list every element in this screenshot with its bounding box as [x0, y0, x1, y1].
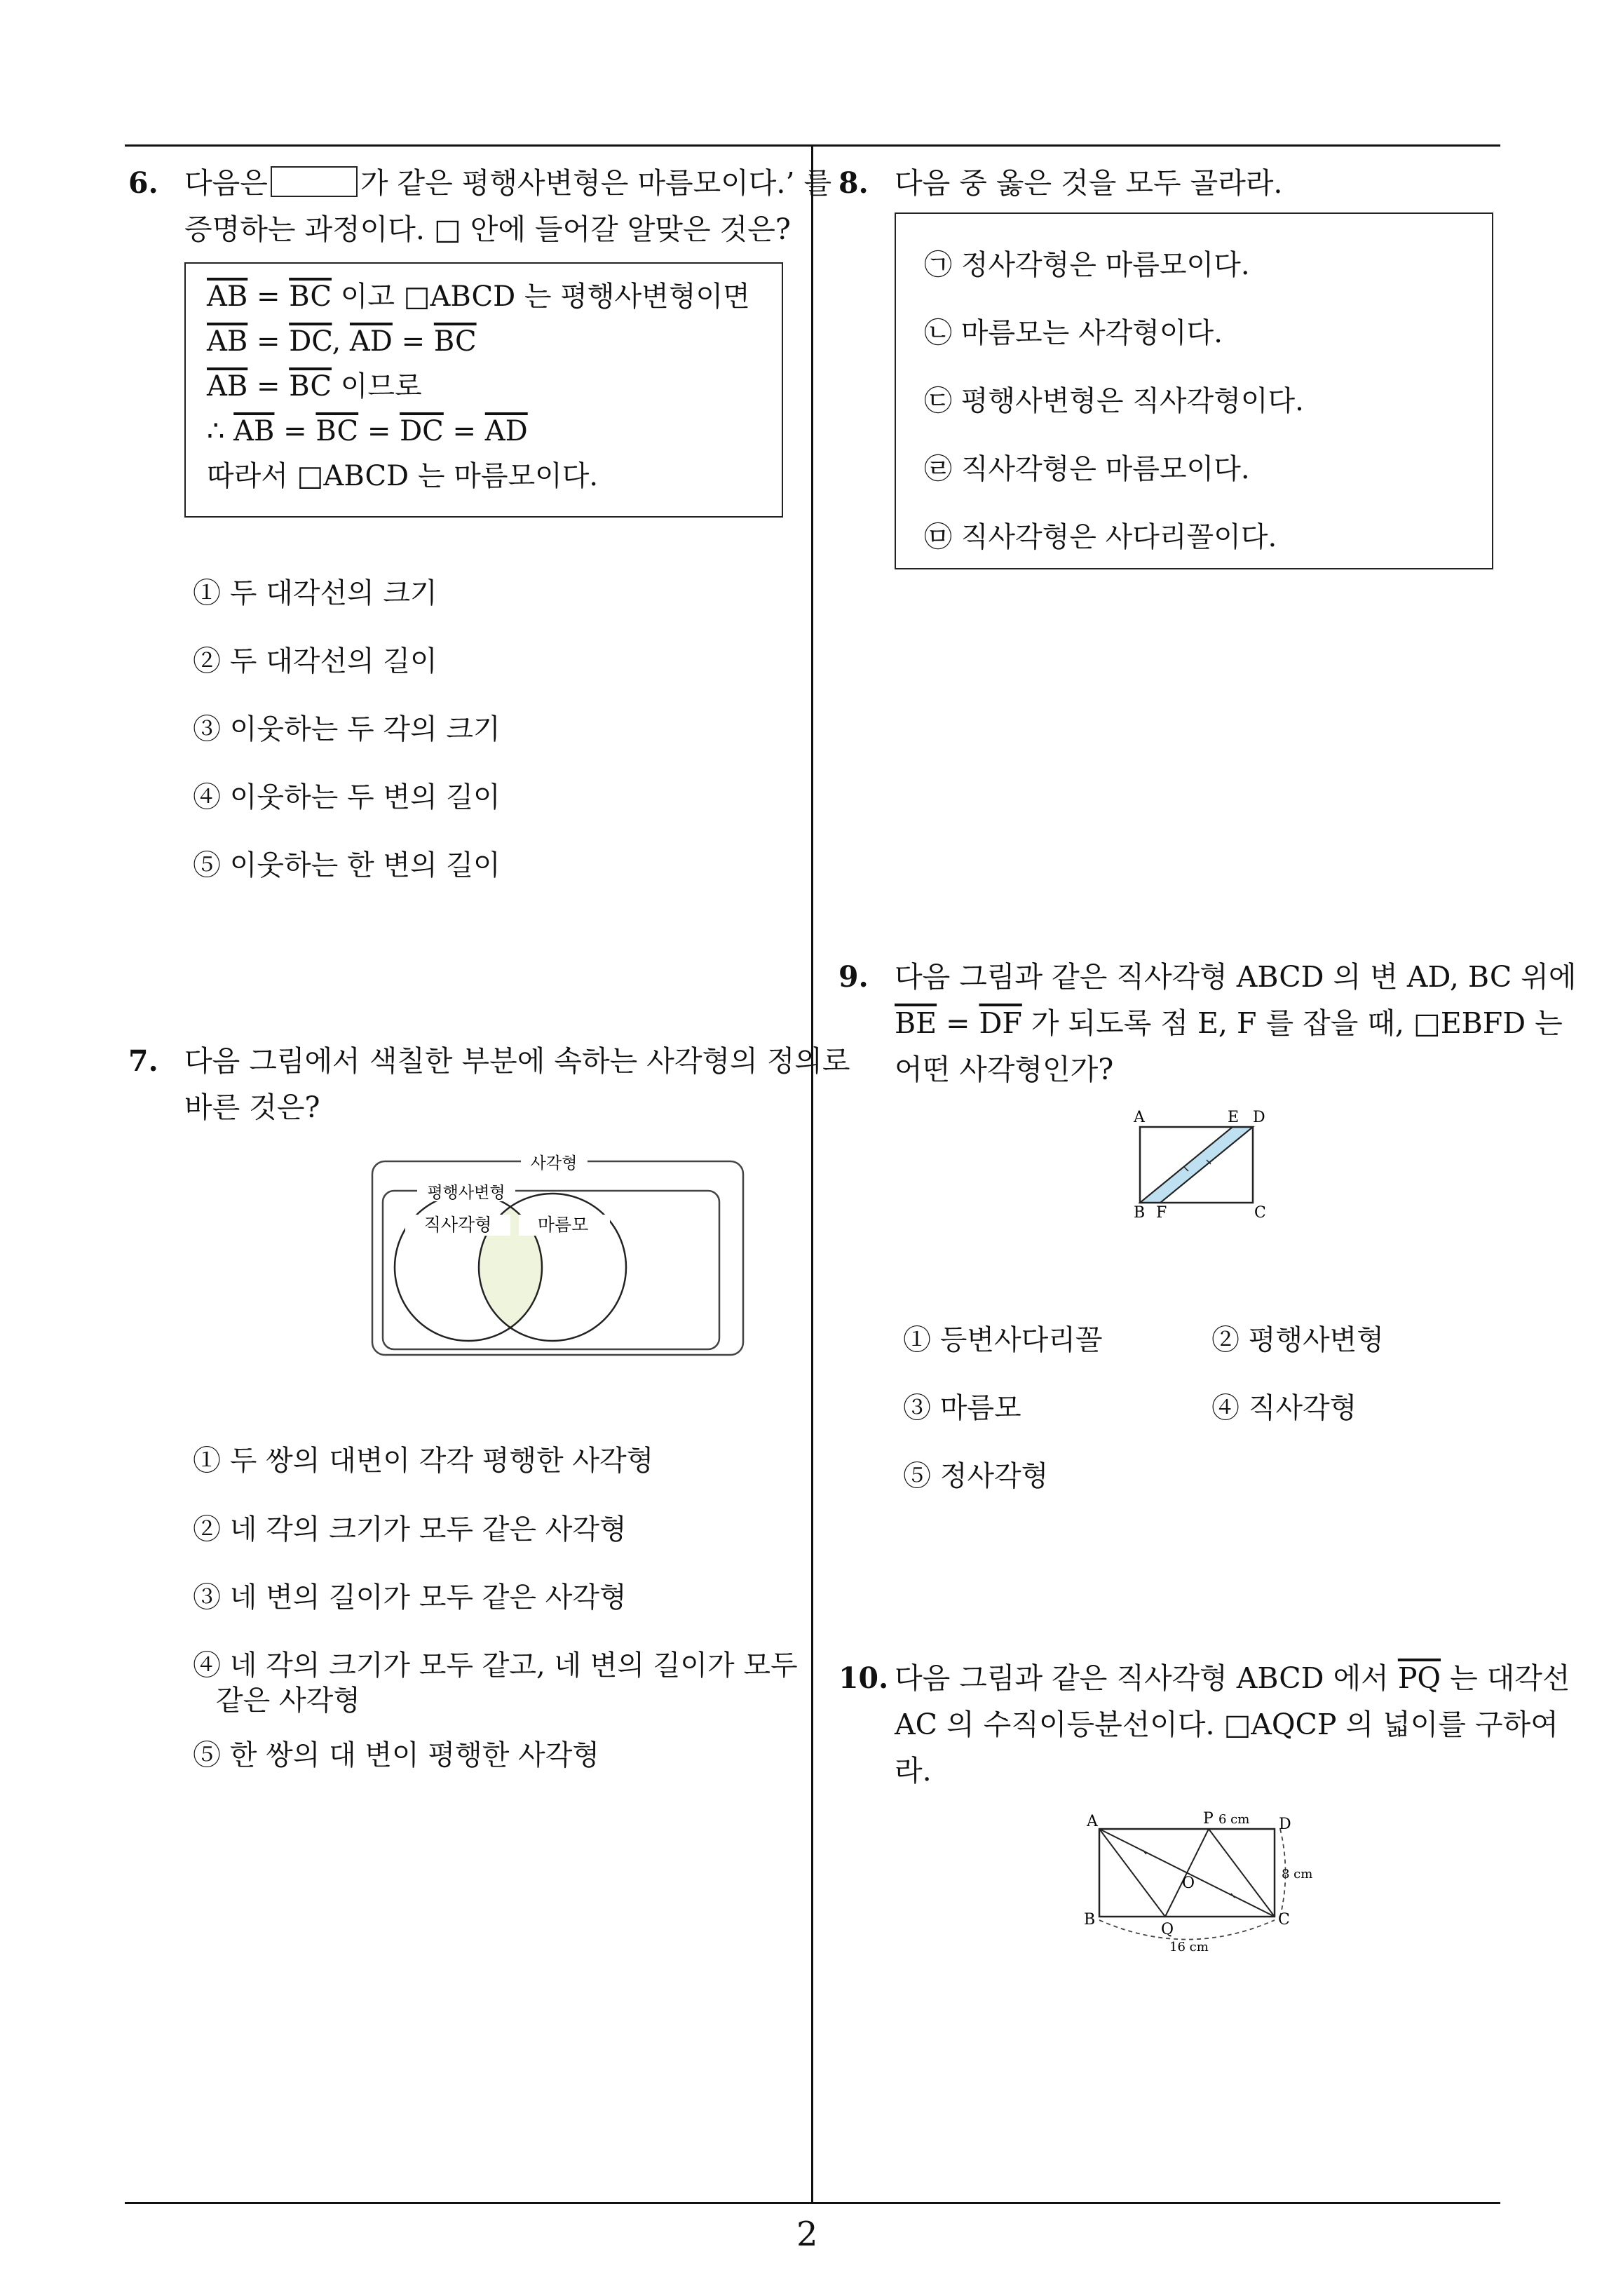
venn-label-left: 직사각형: [423, 1215, 492, 1235]
point-label-C: C: [1278, 1911, 1290, 1929]
length-label-bc: 16 cm: [1169, 1940, 1209, 1954]
question-10: [838, 1655, 1570, 2048]
point-label-A: A: [1134, 1109, 1145, 1126]
overlined-segment: $\overline{AB}$: [207, 370, 248, 403]
text-segment: =: [937, 1006, 979, 1040]
text-segment: =: [247, 281, 290, 313]
text-segment: 가 되도록 점 E, F 를 잡을 때, □EBFD 는: [1021, 1006, 1563, 1040]
answer-option[interactable]: ④ 네 각의 크기가 모두 같고, 네 변의 길이가 모두: [193, 1649, 798, 1682]
text-segment: =: [392, 325, 434, 358]
overlined-segment: $\overline{AD}$: [484, 415, 528, 447]
question-8: [838, 160, 1498, 609]
text-segment: 는 대각선: [1441, 1661, 1570, 1695]
proof-line: [207, 318, 477, 365]
text-segment: 이므로: [331, 370, 422, 403]
overlined-segment: $\overline{BC}$: [315, 415, 359, 447]
text-segment: =: [443, 415, 485, 447]
point-label-A: A: [1087, 1813, 1098, 1830]
point-label-D: D: [1253, 1109, 1265, 1126]
answer-option[interactable]: ⑤ 한 쌍의 대 변이 평행한 사각형: [193, 1739, 599, 1771]
proof-line: [207, 363, 422, 410]
question-number: 6.: [128, 166, 158, 200]
statement-item: ㉤ 직사각형은 사다리꼴이다.: [924, 521, 1277, 553]
proof-line: [207, 453, 598, 499]
text-segment: ,: [332, 325, 350, 358]
overlined-segment: $\overline{AB}$: [233, 415, 275, 447]
venn-label-inner: 평행사변형: [427, 1184, 505, 1202]
overlined-segment: $\overline{AB}$: [207, 281, 248, 313]
statement-item: ㉡ 마름모는 사각형이다.: [924, 317, 1223, 349]
question-text-line: [895, 1655, 1570, 1701]
answer-option[interactable]: ① 두 쌍의 대변이 각각 평행한 사각형: [193, 1445, 654, 1477]
page-number: 2: [796, 2215, 818, 2254]
overlined-segment: $\overline{PQ}$: [1397, 1661, 1441, 1695]
overlined-segment: $\overline{DC}$: [400, 415, 444, 447]
answer-option-continued: 같은 사각형: [216, 1684, 360, 1717]
proof-line: [207, 274, 750, 320]
point-label-Q: Q: [1161, 1921, 1174, 1938]
answer-blank-box: [271, 166, 358, 197]
question-text-line: 바른 것은?: [184, 1090, 320, 1124]
question-text-line: 다음 그림과 같은 직사각형 ABCD 의 변 AD, BC 위에: [895, 960, 1577, 994]
answer-option[interactable]: ④ 이웃하는 두 변의 길이: [193, 781, 501, 813]
column-divider: [811, 144, 813, 2203]
answer-option[interactable]: ③ 네 변의 길이가 모두 같은 사각형: [193, 1581, 627, 1614]
question-text-line: 다음 중 옳은 것을 모두 골라라.: [895, 166, 1283, 200]
rectangle-figure: [1077, 1808, 1343, 1962]
point-label-B: B: [1134, 1204, 1146, 1219]
answer-option[interactable]: ② 평행사변형: [1211, 1324, 1384, 1356]
text-segment: =: [247, 370, 290, 403]
text-segment: 따라서 □ABCD 는 마름모이다.: [207, 460, 599, 492]
statement-item: ㉠ 정사각형은 마름모이다.: [924, 249, 1250, 281]
point-label-P: P: [1203, 1810, 1214, 1828]
proof-line: [207, 408, 528, 454]
venn-label-outer: 사각형: [530, 1154, 578, 1173]
answer-option[interactable]: ③ 마름모: [903, 1392, 1021, 1424]
question-7: [128, 1038, 850, 1809]
text-segment: =: [247, 325, 290, 358]
length-label-pd: 6 cm: [1218, 1812, 1250, 1827]
answer-option[interactable]: ① 등변사다리꼴: [903, 1324, 1103, 1356]
point-label-O: O: [1182, 1875, 1195, 1892]
text-segment: 다음 그림과 같은 직사각형 ABCD 에서: [895, 1661, 1398, 1695]
venn-diagram: [370, 1152, 745, 1357]
text-segment: =: [358, 415, 400, 447]
statement-box: [895, 212, 1493, 569]
point-label-B: B: [1084, 1911, 1096, 1929]
length-label-dc: 8 cm: [1282, 1867, 1313, 1882]
answer-option[interactable]: ① 두 대각선의 크기: [193, 577, 437, 609]
question-text-line: 증명하는 과정이다. □ 안에 들어갈 알맞은 것은?: [184, 212, 791, 246]
text-segment: 이고 □ABCD 는 평행사변형이면: [331, 281, 750, 313]
overlined-segment: $\overline{DC}$: [289, 325, 332, 358]
overlined-segment: $\overline{AB}$: [207, 325, 248, 358]
question-text-line: 다음 그림에서 색칠한 부분에 속하는 사각형의 정의로: [184, 1044, 850, 1078]
question-6: [128, 160, 832, 896]
answer-option[interactable]: ④ 직사각형: [1211, 1392, 1357, 1424]
overlined-segment: $\overline{DF}$: [979, 1006, 1022, 1040]
point-label-D: D: [1279, 1816, 1291, 1833]
question-text-line: AC 의 수직이등분선이다. □AQCP 의 넓이를 구하여: [895, 1708, 1559, 1741]
overlined-segment: $\overline{BC}$: [289, 370, 332, 403]
question-text-line: 라.: [895, 1754, 932, 1788]
question-text-line: 다음은 가 같은 평행사변형은 마름모이다.’ 를: [184, 166, 832, 200]
bottom-rule: [125, 2202, 1500, 2204]
statement-item: ㉣ 직사각형은 마름모이다.: [924, 453, 1250, 485]
answer-option[interactable]: ⑤ 이웃하는 한 변의 길이: [193, 849, 501, 882]
answer-option[interactable]: ② 네 각의 크기가 모두 같은 사각형: [193, 1513, 627, 1546]
overlined-segment: $\overline{BE}$: [895, 1006, 937, 1040]
point-label-E: E: [1228, 1109, 1240, 1126]
question-number: 7.: [128, 1044, 158, 1078]
overlined-segment: $\overline{AD}$: [349, 325, 393, 358]
question-number: 8.: [838, 166, 869, 200]
venn-label-right: 마름모: [537, 1215, 589, 1235]
proof-box: [184, 262, 783, 518]
overlined-segment: $\overline{BC}$: [289, 281, 332, 313]
rectangle-figure: [1129, 1107, 1270, 1219]
point-label-F: F: [1156, 1204, 1167, 1219]
question-9: [838, 954, 1577, 1515]
statement-item: ㉢ 평행사변형은 직사각형이다.: [924, 385, 1304, 417]
answer-option[interactable]: ② 두 대각선의 길이: [193, 645, 437, 677]
answer-option[interactable]: ⑤ 정사각형: [903, 1460, 1049, 1492]
question-number: 9.: [838, 960, 869, 994]
overlined-segment: $\overline{BC}$: [433, 325, 477, 358]
answer-option[interactable]: ③ 이웃하는 두 각의 크기: [193, 713, 501, 745]
question-text-line: [895, 1000, 1576, 1046]
question-text-line: 어떤 사각형인가?: [895, 1053, 1114, 1086]
text-segment: ∴: [207, 415, 234, 447]
question-number: 10.: [838, 1661, 889, 1695]
text-segment: =: [274, 415, 316, 447]
point-label-C: C: [1254, 1204, 1266, 1219]
